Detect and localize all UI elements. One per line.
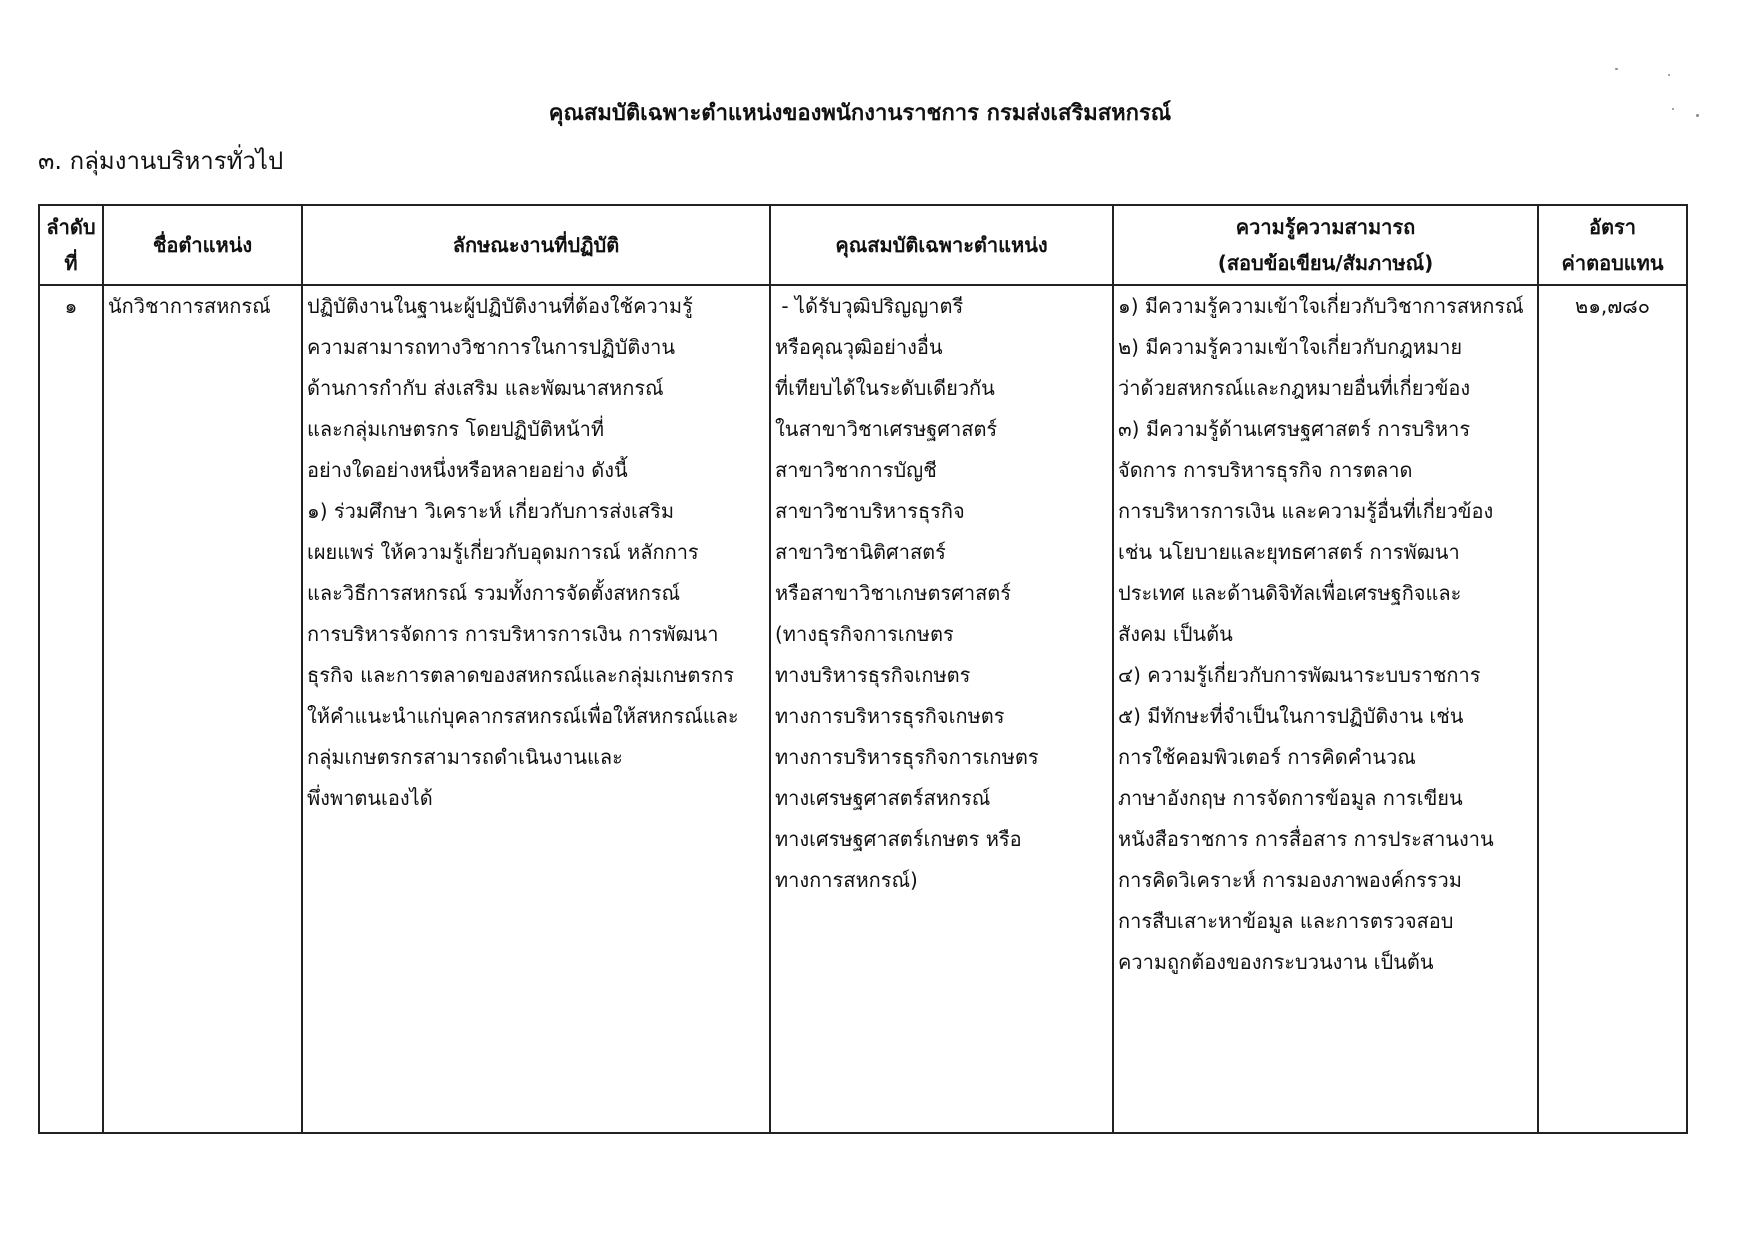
duties-line: ธุรกิจ และการตลาดของสหกรณ์และกลุ่มเกษตรกร [307,663,734,687]
position-name: นักวิชาการสหกรณ์ [108,294,271,318]
scan-speck [1696,114,1699,117]
header-no-line-2: ที่ [64,251,78,275]
duties-line: ให้คำแนะนำแก่บุคลากรสหกรณ์เพื่อให้สหกรณ์และ [307,704,739,728]
qualification-line: ทางการบริหารธุรกิจการเกษตร [775,745,1039,769]
header-duties: ลักษณะงานที่ปฏิบัติ [302,205,770,285]
page-title: คุณสมบัติเฉพาะตำแหน่งของพนักงานราชการ กรมส่งเสริมสหกรณ์ [548,101,1172,126]
row-knowledge [1113,285,1538,1133]
scan-speck [1672,108,1674,110]
table-header-row [39,205,1687,285]
knowledge-line: หนังสือราชการ การสื่อสาร การประสานงาน [1118,827,1494,851]
duties-line: ด้านการกำกับ ส่งเสริม และพัฒนาสหกรณ์ [307,376,664,400]
qualification-line: ทางเศรษฐศาสตร์เกษตร หรือ [775,827,1022,851]
knowledge-line: ว่าด้วยสหกรณ์และกฎหมายอื่นที่เกี่ยวข้อง [1118,376,1471,400]
knowledge-line: การบริหารการเงิน และความรู้อื่นที่เกี่ยวข้อง [1118,499,1494,523]
header-no [39,205,103,285]
row-no: ๑ [39,285,103,1133]
knowledge-line: ภาษาอังกฤษ การจัดการข้อมูล การเขียน [1118,786,1463,810]
qualification-line: หรือคุณวุฒิอย่างอื่น [775,335,943,359]
qualification-line: ทางบริหารธุรกิจเกษตร [775,663,971,687]
header-rate [1538,205,1687,285]
knowledge-line: จัดการ การบริหารธุรกิจ การตลาด [1118,458,1413,482]
qualification-line: - ได้รับวุฒิปริญญาตรี [775,294,964,318]
knowledge-line: ๒) มีความรู้ความเข้าใจเกี่ยวกับกฎหมาย [1118,335,1463,359]
qualification-line: สาขาวิชาบริหารธุรกิจ [775,499,965,523]
knowledge-line: สังคม เป็นต้น [1118,622,1233,646]
header-no-line-1: ลำดับ [46,215,96,239]
knowledge-line: ๔) ความรู้เกี่ยวกับการพัฒนาระบบราชการ [1118,663,1481,687]
header-knowledge [1113,205,1538,285]
qualification-line: หรือสาขาวิชาเกษตรศาสตร์ [775,581,1012,605]
scan-speck [1615,68,1618,70]
row-duties [302,285,770,1133]
duties-line: และวิธีการสหกรณ์ รวมทั้งการจัดตั้งสหกรณ์ [307,581,681,605]
qualification-line: สาขาวิชาการบัญชี [775,458,937,482]
knowledge-line: การคิดวิเคราะห์ การมองภาพองค์กรรวม [1118,868,1462,892]
scan-speck [1668,74,1670,76]
knowledge-line: การสืบเสาะหาข้อมูล และการตรวจสอบ [1118,909,1454,933]
duties-line: พึ่งพาตนเองได้ [307,786,433,810]
duties-line: การบริหารจัดการ การบริหารการเงิน การพัฒนา [307,622,719,646]
knowledge-line: ๑) มีความรู้ความเข้าใจเกี่ยวกับวิชาการสหกรณ์ [1118,294,1524,318]
row-qualification [770,285,1113,1133]
row-position [103,285,302,1133]
knowledge-line: การใช้คอมพิวเตอร์ การคิดคำนวณ [1118,745,1416,769]
qualification-line: ทางเศรษฐศาสตร์สหกรณ์ [775,786,991,810]
duties-line: กลุ่มเกษตรกรสามารถดำเนินงานและ [307,745,623,769]
table-row [39,285,1687,1133]
section-heading: ๓. กลุ่มงานบริหารทั่วไป [38,147,284,175]
duties-line: ๑) ร่วมศึกษา วิเคราะห์ เกี่ยวกับการส่งเสริม [307,499,675,523]
header-knowledge-line-2: (สอบข้อเขียน/สัมภาษณ์) [1217,251,1434,275]
qualification-line: ที่เทียบได้ในระดับเดียวกัน [775,376,995,400]
knowledge-line: ๓) มีความรู้ด้านเศรษฐศาสตร์ การบริหาร [1118,417,1471,441]
header-knowledge-line-1: ความรู้ความสามารถ [1235,215,1416,239]
qualification-table [38,204,1688,1134]
header-qualification: คุณสมบัติเฉพาะตำแหน่ง [770,205,1113,285]
duties-line: เผยแพร่ ให้ความรู้เกี่ยวกับอุดมการณ์ หลักการ [307,540,699,564]
qualification-line: (ทางธุรกิจการเกษตร [775,622,954,646]
duties-line: และกลุ่มเกษตรกร โดยปฏิบัติหน้าที่ [307,417,605,441]
duties-line: ปฏิบัติงานในฐานะผู้ปฏิบัติงานที่ต้องใช้ความรู้ [307,294,693,318]
knowledge-line: ประเทศ และด้านดิจิทัลเพื่อเศรษฐกิจและ [1118,581,1462,605]
knowledge-line: เช่น นโยบายและยุทธศาสตร์ การพัฒนา [1118,540,1460,564]
duties-line: อย่างใดอย่างหนึ่งหรือหลายอย่าง ดังนี้ [307,458,628,482]
qualification-line: ทางการสหกรณ์) [775,868,918,892]
knowledge-line: ๕) มีทักษะที่จำเป็นในการปฏิบัติงาน เช่น [1118,704,1464,728]
row-rate: ๒๑,๗๘๐ [1538,285,1687,1133]
header-rate-line-2: ค่าตอบแทน [1561,251,1664,275]
qualification-line: สาขาวิชานิติศาสตร์ [775,540,946,564]
duties-line: ความสามารถทางวิชาการในการปฏิบัติงาน [307,335,676,359]
header-rate-line-1: อัตรา [1589,215,1636,239]
knowledge-line: ความถูกต้องของกระบวนงาน เป็นต้น [1118,950,1434,974]
header-position: ชื่อตำแหน่ง [103,205,302,285]
qualification-line: ทางการบริหารธุรกิจเกษตร [775,704,1005,728]
qualification-line: ในสาขาวิชาเศรษฐศาสตร์ [775,417,998,441]
